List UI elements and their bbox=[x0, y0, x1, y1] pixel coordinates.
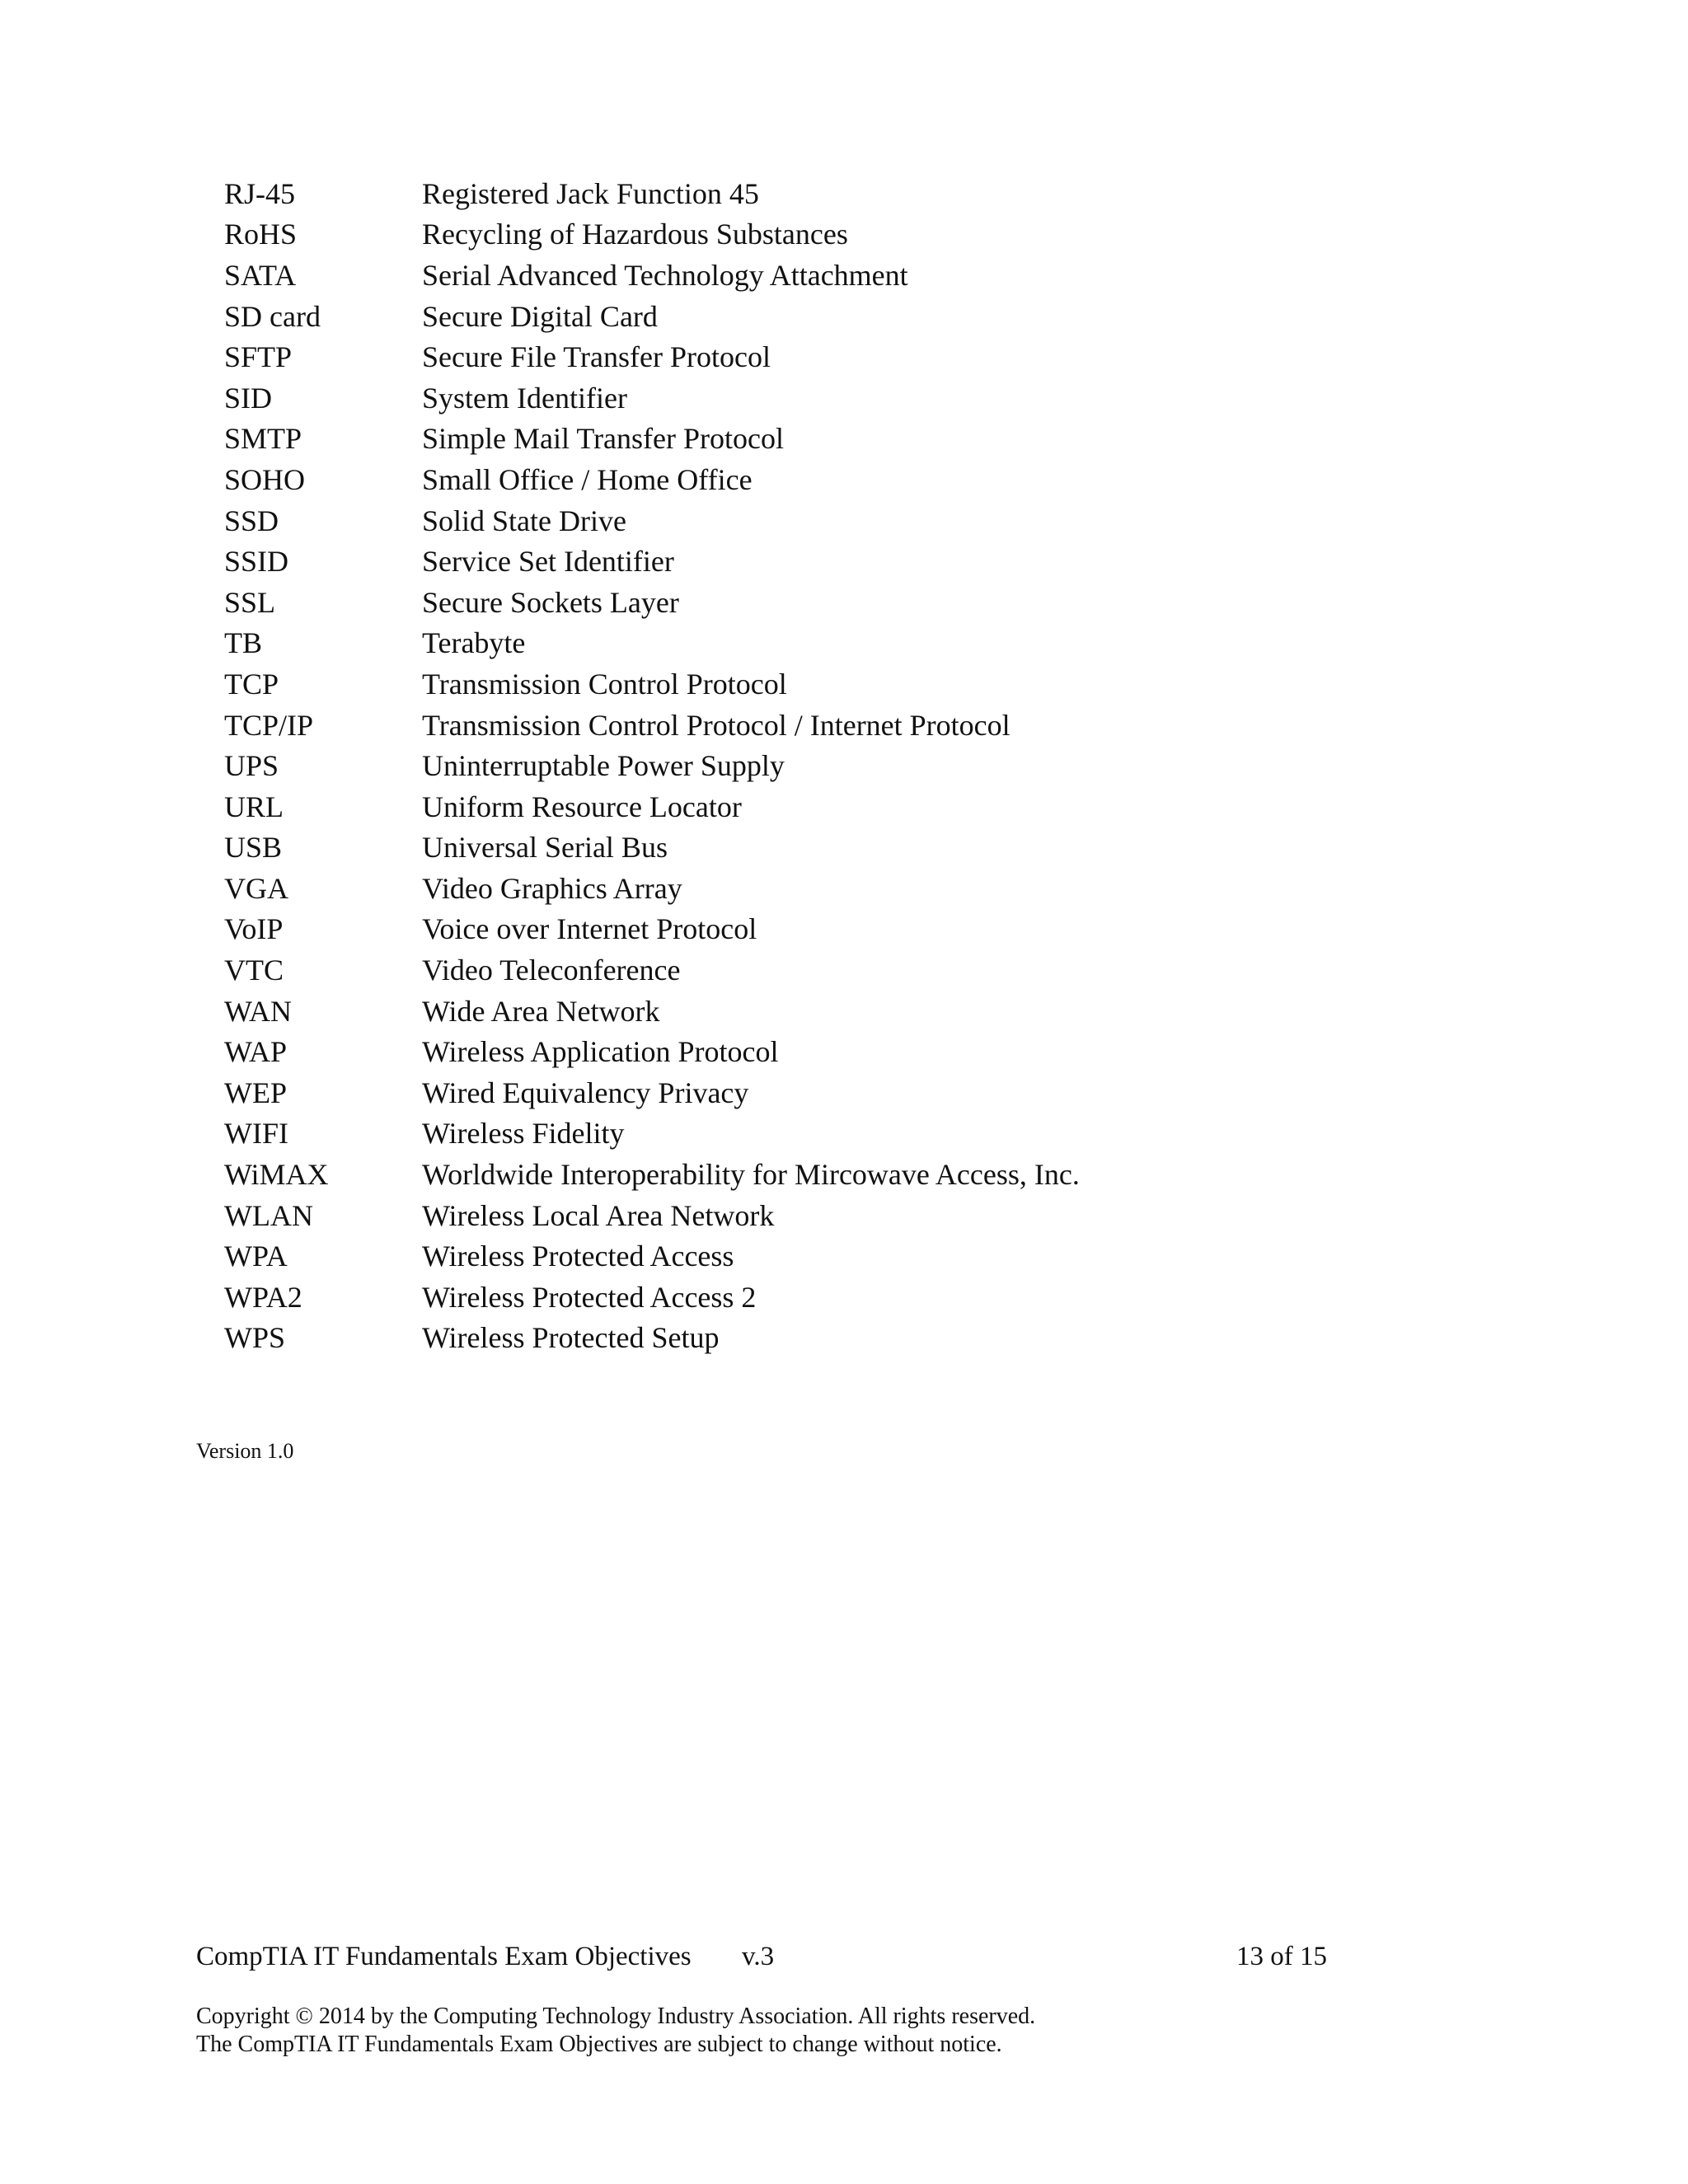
version-note: Version 1.0 bbox=[196, 1439, 294, 1463]
acronym-term: SSD bbox=[224, 504, 279, 537]
acronym-row bbox=[224, 582, 1461, 623]
acronym-term: URL bbox=[224, 790, 284, 823]
acronym-term: SSID bbox=[224, 545, 289, 579]
page-number: 13 of 15 bbox=[1236, 1942, 1327, 1971]
acronym-row bbox=[224, 1277, 1461, 1318]
acronym-row bbox=[224, 296, 1461, 337]
acronym-term: SD card bbox=[224, 299, 321, 333]
acronym-definition: Wide Area Network bbox=[422, 994, 660, 1028]
footer-version: v.3 bbox=[742, 1942, 775, 1971]
acronym-definition: Solid State Drive bbox=[422, 504, 626, 537]
acronym-row bbox=[224, 949, 1461, 991]
acronym-definition: Wireless Fidelity bbox=[422, 1117, 625, 1151]
acronym-row bbox=[224, 991, 1461, 1032]
acronym-definition: Wireless Application Protocol bbox=[422, 1035, 779, 1069]
acronym-definition: Transmission Control Protocol bbox=[422, 667, 787, 701]
acronym-definition: Simple Mail Transfer Protocol bbox=[422, 422, 784, 456]
acronym-row bbox=[224, 377, 1461, 419]
acronym-definition: Serial Advanced Technology Attachment bbox=[422, 258, 908, 292]
acronym-definition: Service Set Identifier bbox=[422, 545, 674, 579]
acronym-definition: Uniform Resource Locator bbox=[422, 790, 742, 823]
acronym-term: SSL bbox=[224, 585, 276, 619]
acronym-definition: Wireless Protected Access 2 bbox=[422, 1280, 757, 1314]
acronym-row bbox=[224, 623, 1461, 664]
acronym-term: UPS bbox=[224, 749, 279, 783]
acronym-row bbox=[224, 336, 1461, 377]
acronym-term: SMTP bbox=[224, 422, 302, 456]
acronym-row bbox=[224, 173, 1461, 214]
copyright-line: Copyright © 2014 by the Computing Technology Industry Association. All rights reserved. bbox=[196, 2004, 1036, 2029]
acronym-definition: System Identifier bbox=[422, 381, 627, 415]
acronym-term: WLAN bbox=[224, 1198, 313, 1232]
acronym-term: SID bbox=[224, 381, 273, 415]
acronym-row bbox=[224, 541, 1461, 582]
acronym-term: VTC bbox=[224, 954, 284, 987]
acronym-term: WAP bbox=[224, 1035, 288, 1069]
acronym-term: VoIP bbox=[224, 912, 284, 946]
acronym-definition: Voice over Internet Protocol bbox=[422, 912, 757, 946]
acronym-term: SFTP bbox=[224, 340, 293, 374]
acronym-definition: Terabyte bbox=[422, 626, 526, 660]
acronym-term: WEP bbox=[224, 1076, 287, 1109]
acronym-definition: Video Graphics Array bbox=[422, 871, 682, 905]
acronym-term: WiMAX bbox=[224, 1158, 329, 1192]
acronym-definition: Video Teleconference bbox=[422, 954, 681, 987]
acronym-row bbox=[224, 1235, 1461, 1277]
acronym-row bbox=[224, 663, 1461, 705]
acronym-definition: Registered Jack Function 45 bbox=[422, 176, 759, 210]
acronym-definition: Small Office / Home Office bbox=[422, 462, 753, 496]
acronym-row bbox=[224, 1318, 1461, 1359]
acronym-term: SOHO bbox=[224, 462, 306, 496]
acronym-definition: Recycling of Hazardous Substances bbox=[422, 218, 848, 251]
acronym-term: WPA2 bbox=[224, 1280, 302, 1314]
acronym-definition: Wireless Local Area Network bbox=[422, 1198, 775, 1232]
change-notice-line: The CompTIA IT Fundamentals Exam Objectives are subject to change without notice. bbox=[196, 2032, 1002, 2057]
copyright-notice bbox=[196, 2003, 1035, 2059]
acronym-term: TCP bbox=[224, 667, 279, 701]
acronym-definition: Secure Digital Card bbox=[422, 299, 658, 333]
acronym-row bbox=[224, 705, 1461, 746]
acronym-definition: Transmission Control Protocol / Internet Protocol bbox=[422, 708, 1010, 742]
acronym-term: WPA bbox=[224, 1240, 288, 1273]
acronym-definition: Uninterruptable Power Supply bbox=[422, 749, 785, 783]
acronym-row bbox=[224, 500, 1461, 541]
acronym-row bbox=[224, 1031, 1461, 1072]
acronym-row bbox=[224, 419, 1461, 460]
acronym-definition: Universal Serial Bus bbox=[422, 831, 668, 865]
acronym-row bbox=[224, 214, 1461, 255]
acronym-definition: Wireless Protected Access bbox=[422, 1240, 734, 1273]
acronym-definition: Wireless Protected Setup bbox=[422, 1321, 720, 1355]
acronym-row bbox=[224, 1113, 1461, 1155]
acronym-row bbox=[224, 459, 1461, 500]
acronym-row bbox=[224, 1072, 1461, 1113]
acronym-definition: Secure Sockets Layer bbox=[422, 585, 679, 619]
acronym-term: SATA bbox=[224, 258, 297, 292]
acronym-row bbox=[224, 827, 1461, 869]
acronym-term: VGA bbox=[224, 871, 288, 905]
acronym-row bbox=[224, 868, 1461, 909]
acronym-term: WIFI bbox=[224, 1117, 288, 1151]
acronym-definition: Worldwide Interoperability for Mircowave Access, Inc. bbox=[422, 1158, 1080, 1192]
acronym-row bbox=[224, 909, 1461, 950]
acronym-row bbox=[224, 1195, 1461, 1236]
acronym-term: USB bbox=[224, 831, 283, 865]
acronym-term: RoHS bbox=[224, 218, 298, 251]
acronym-row bbox=[224, 1154, 1461, 1195]
acronym-term: TB bbox=[224, 626, 263, 660]
acronym-list bbox=[224, 173, 1461, 1358]
acronym-term: TCP/IP bbox=[224, 708, 314, 742]
acronym-row bbox=[224, 786, 1461, 827]
acronym-term: WPS bbox=[224, 1321, 286, 1355]
acronym-row bbox=[224, 255, 1461, 296]
acronym-row bbox=[224, 745, 1461, 786]
footer-title: CompTIA IT Fundamentals Exam Objectives bbox=[196, 1942, 692, 1971]
acronym-term: RJ-45 bbox=[224, 176, 296, 210]
acronym-definition: Wired Equivalency Privacy bbox=[422, 1076, 749, 1109]
acronym-definition: Secure File Transfer Protocol bbox=[422, 340, 771, 374]
acronym-term: WAN bbox=[224, 994, 292, 1028]
